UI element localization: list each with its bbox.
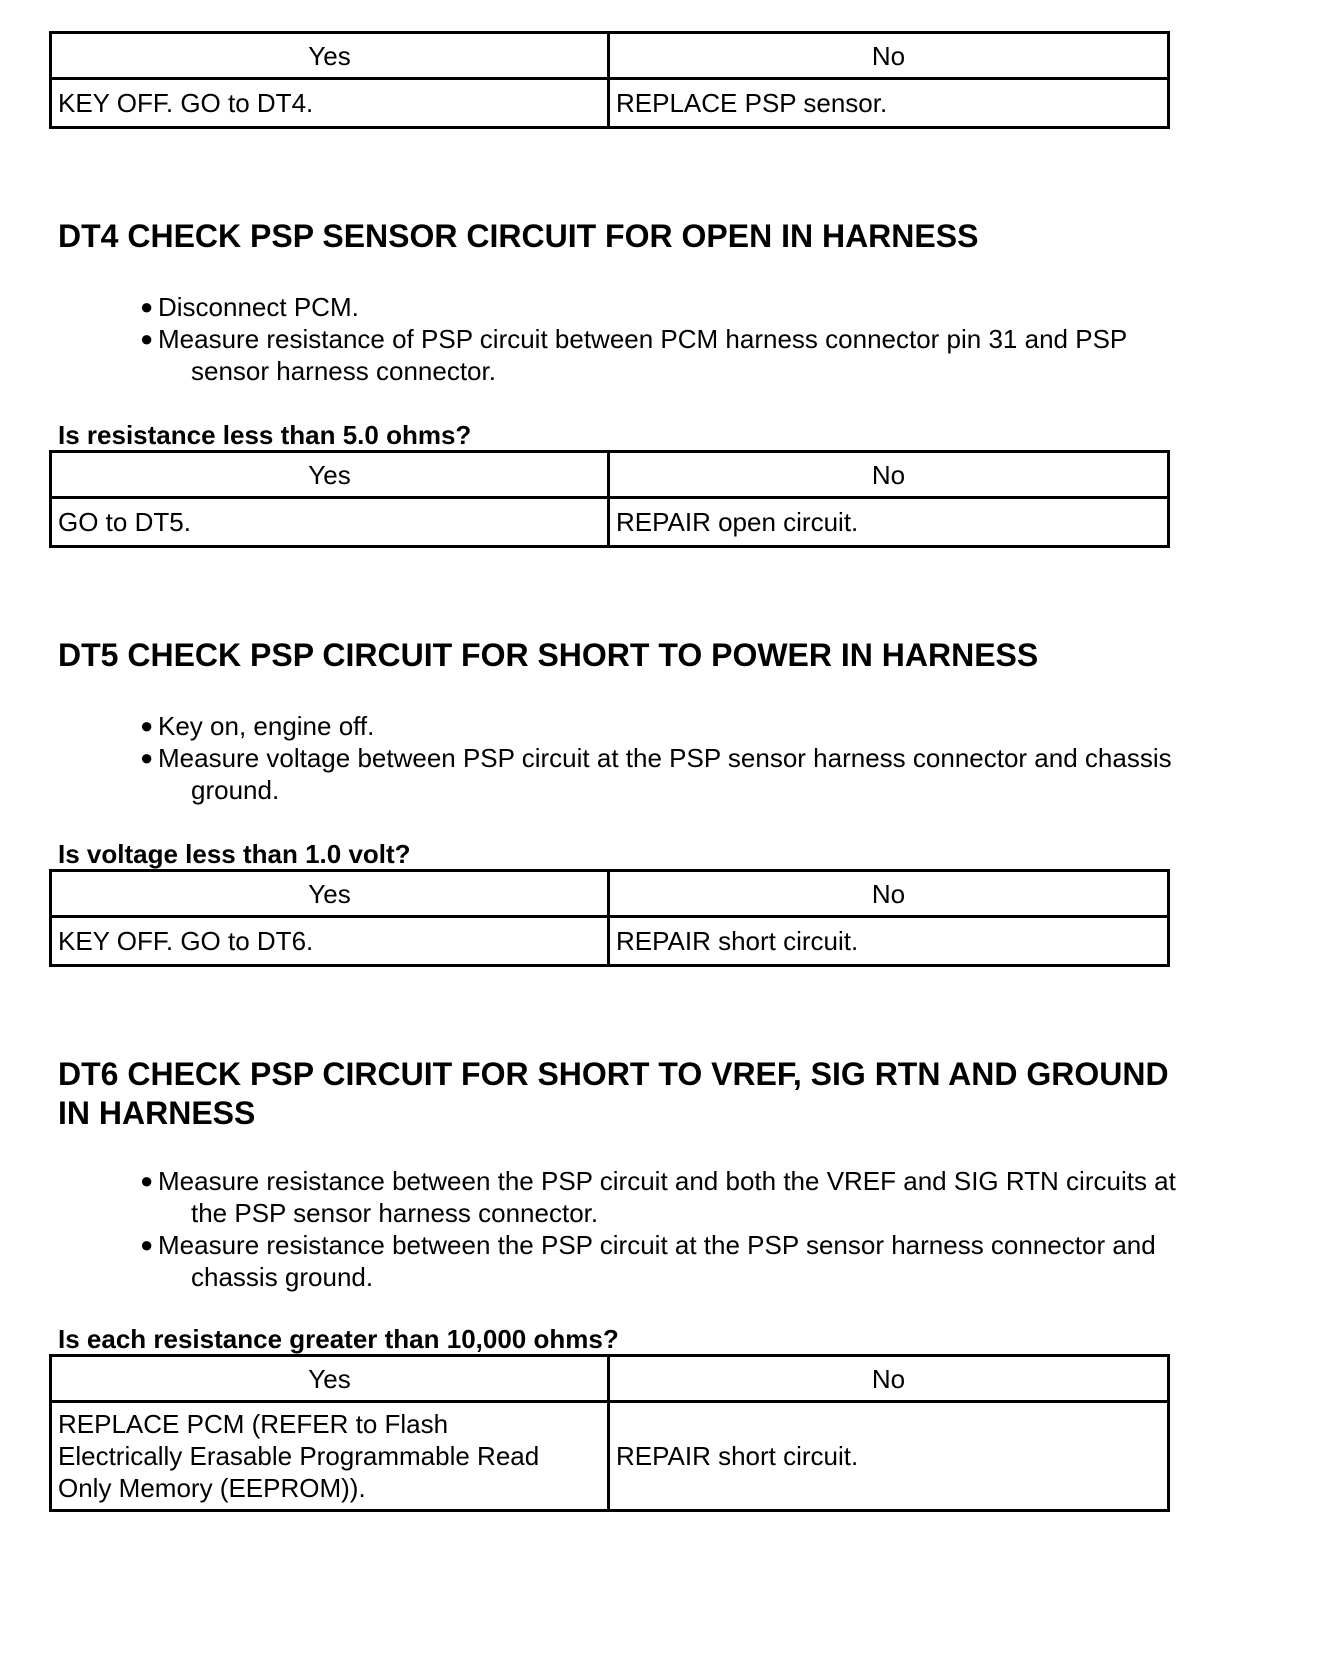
- bullet-icon: ●: [140, 294, 154, 319]
- dt6-steps: [140, 1165, 1270, 1293]
- dt5-question: Is voltage less than 1.0 volt?: [58, 839, 411, 869]
- list-item: ● Measure resistance of PSP circuit between PCM harness connector pin 31 and PSP sensor harness connector.: [140, 324, 1128, 386]
- list-item: ● Measure resistance between the PSP circuit at the PSP sensor harness connector and chassis ground.: [140, 1230, 1156, 1292]
- dt4-question: Is resistance less than 5.0 ohms?: [58, 420, 472, 450]
- yes-action: KEY OFF. GO to DT6.: [52, 918, 610, 964]
- list-item: ● Measure resistance between the PSP circuit and both the VREF and SIG RTN circuits at the PSP sensor harness connector.: [140, 1166, 1176, 1228]
- result-table-dt3: [49, 31, 1170, 129]
- yes-action: GO to DT5.: [52, 499, 610, 545]
- no-header: No: [610, 1357, 1167, 1403]
- list-item: ● Measure voltage between PSP circuit at the PSP sensor harness connector and chassis ground.: [140, 743, 1172, 805]
- bullet-icon: ●: [140, 713, 154, 738]
- dt5-heading: DT5 CHECK PSP CIRCUIT FOR SHORT TO POWER IN HARNESS: [58, 637, 1039, 673]
- yes-header: Yes: [52, 34, 610, 80]
- yes-header: Yes: [52, 453, 610, 499]
- list-item: ● Disconnect PCM.: [140, 292, 359, 322]
- dt5-steps: [140, 710, 1270, 806]
- dt6-question: Is each resistance greater than 10,000 ohms?: [58, 1324, 619, 1354]
- no-action: REPAIR open circuit.: [616, 507, 859, 537]
- no-action: REPAIR short circuit.: [616, 1441, 859, 1471]
- bullet-icon: ●: [140, 745, 154, 770]
- no-header: No: [610, 34, 1167, 80]
- dt4-steps: [140, 291, 1270, 387]
- yes-header: Yes: [52, 1357, 610, 1403]
- bullet-icon: ●: [140, 326, 154, 351]
- result-table-dt4: [49, 450, 1170, 548]
- list-item: ● Key on, engine off.: [140, 711, 375, 741]
- result-table-dt6: [49, 1354, 1170, 1512]
- yes-action: KEY OFF. GO to DT4.: [52, 80, 610, 126]
- dt6-heading: DT6 CHECK PSP CIRCUIT FOR SHORT TO VREF, SIG RTN AND GROUND IN HARNESS: [58, 1056, 1169, 1131]
- no-header: No: [610, 872, 1167, 918]
- yes-header: Yes: [52, 872, 610, 918]
- no-action: REPLACE PSP sensor.: [616, 88, 888, 118]
- dt4-heading: DT4 CHECK PSP SENSOR CIRCUIT FOR OPEN IN HARNESS: [58, 218, 979, 254]
- yes-action: REPLACE PCM (REFER to Flash Electrically Erasable Programmable Read Only Memory (EEPROM)).: [52, 1403, 610, 1509]
- bullet-icon: ●: [140, 1168, 154, 1193]
- bullet-icon: ●: [140, 1232, 154, 1257]
- no-header: No: [610, 453, 1167, 499]
- result-table-dt5: [49, 869, 1170, 967]
- no-action: REPAIR short circuit.: [616, 926, 859, 956]
